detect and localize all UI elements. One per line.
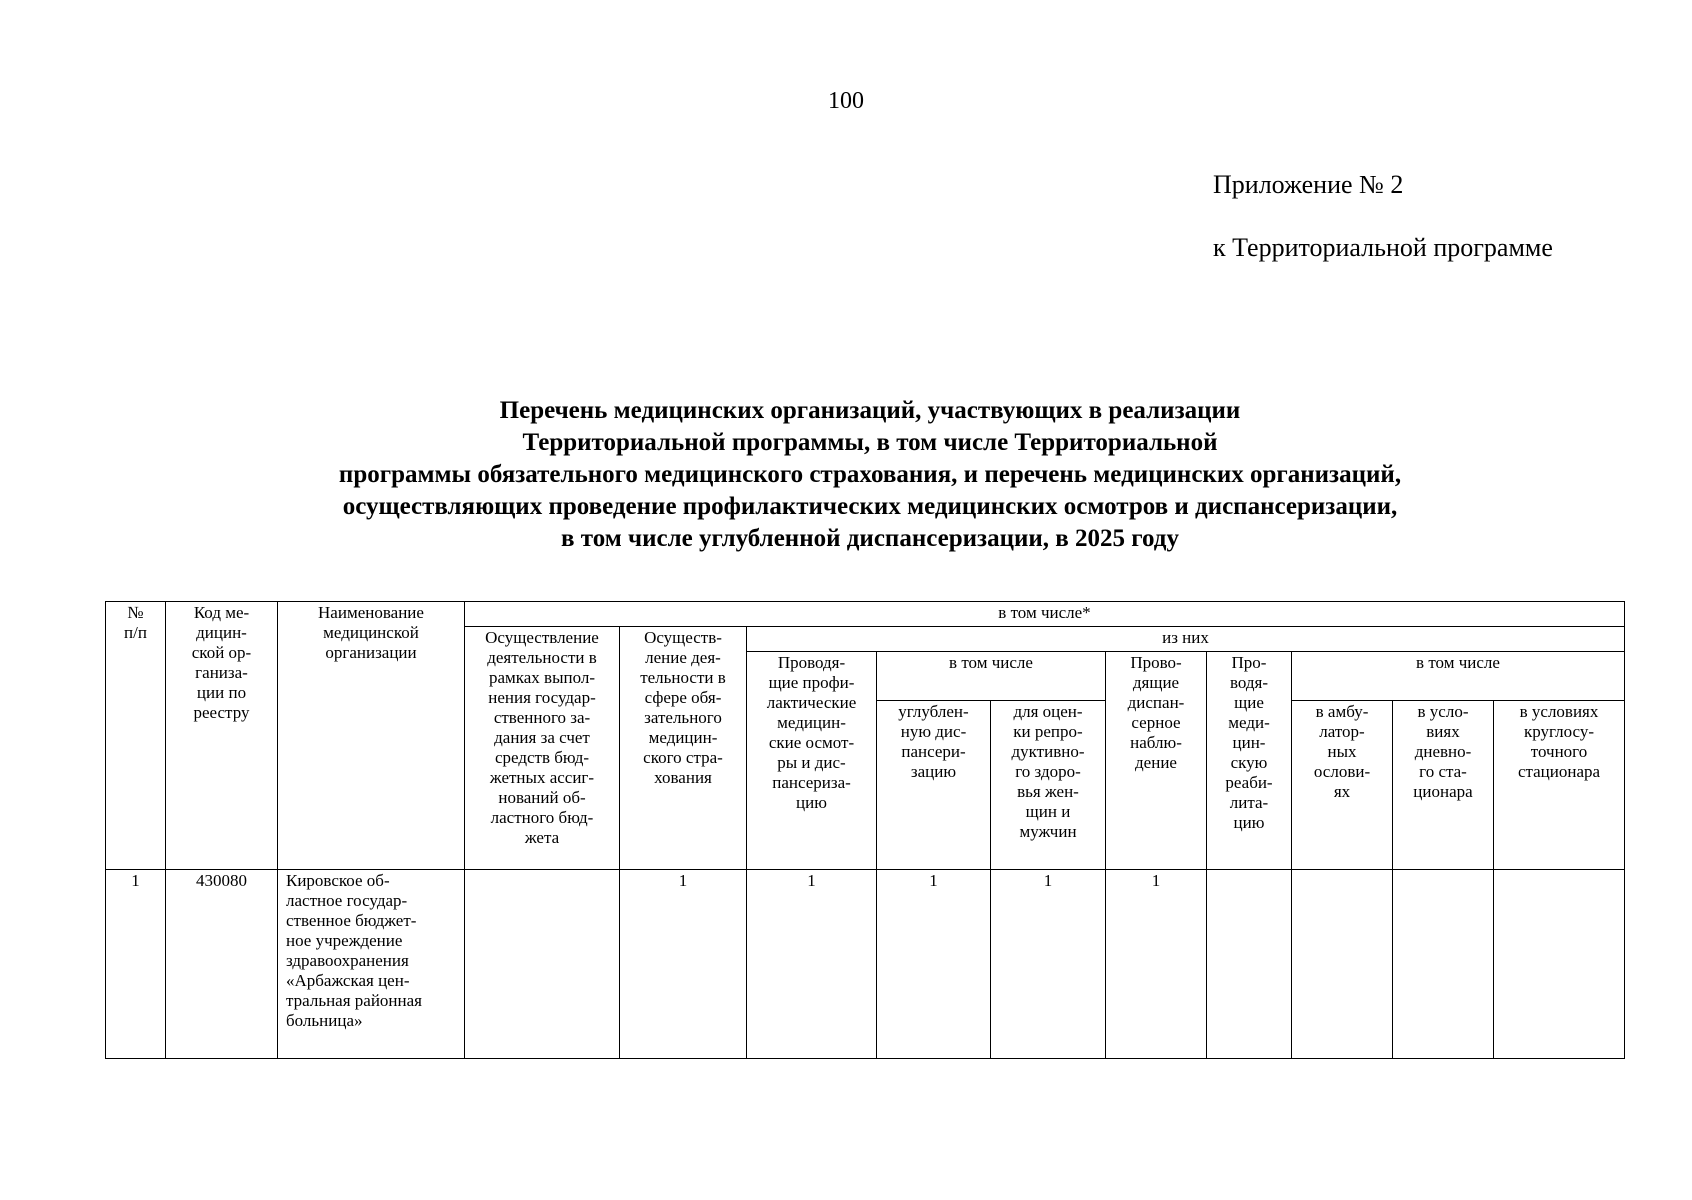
page-number: 100 — [828, 88, 864, 114]
header-including-star: в том числе* — [465, 602, 1625, 627]
table-row — [106, 870, 1625, 1059]
header-round-hospital: в условиях круглосу- точного стационара — [1494, 701, 1625, 870]
appendix-line-1: Приложение № 2 — [1213, 170, 1404, 199]
title-line-1: Перечень медицинских организаций, участвующих в реализации — [499, 397, 1241, 424]
header-repro: для оцен- ки репро- дуктивно- го здоро- вья жен- щин и мужчин — [991, 701, 1106, 870]
title-line-4: осуществляющих проведение профилактических медицинских осмотров и диспансеризации, — [342, 493, 1398, 520]
header-outpatient: в амбу- латор- ных ослови- ях — [1292, 701, 1393, 870]
header-day-hospital: в усло- виях дневно- го ста- ционара — [1393, 701, 1494, 870]
header-row-1 — [106, 602, 1625, 627]
header-of-them: из них — [747, 627, 1625, 652]
cell-org-name: Кировское об- ластное государ- ственное бюджет- ное учреждение здравоохранения «Арбажская цен- тральная районная больница» — [278, 870, 465, 1059]
cell-oms: 1 — [620, 870, 747, 1059]
title-line-5: в том числе углубленной диспансеризации, в 2025 году — [561, 525, 1179, 552]
organizations-table — [105, 601, 1625, 1059]
cell-code: 430080 — [166, 870, 278, 1059]
appendix-note — [1213, 170, 1553, 263]
appendix-line-2: к Территориальной программе — [1213, 233, 1553, 262]
cell-day-hospital — [1393, 870, 1494, 1059]
header-including-b: в том числе — [1292, 652, 1625, 701]
cell-prof-exams: 1 — [747, 870, 877, 1059]
title-line-3: программы обязательного медицинского страхования, и перечень медицинских организаций, — [338, 461, 1402, 488]
title-line-2: Территориальной программы, в том числе Территориальной — [522, 429, 1218, 456]
cell-deep: 1 — [877, 870, 991, 1059]
header-including-a: в том числе — [877, 652, 1106, 701]
cell-outpatient — [1292, 870, 1393, 1059]
cell-round-hospital — [1494, 870, 1625, 1059]
document-title — [100, 395, 1640, 555]
cell-dispensary: 1 — [1106, 870, 1207, 1059]
header-num: № п/п — [106, 602, 166, 870]
cell-repro: 1 — [991, 870, 1106, 1059]
cell-num: 1 — [106, 870, 166, 1059]
header-prof-exams: Проводя- щие профи- лактические медицин- ские осмот- ры и дис- пансериза- цию — [747, 652, 877, 870]
cell-budget — [465, 870, 620, 1059]
header-org-name: Наименование медицинской организации — [278, 602, 465, 870]
header-deep: углублен- ную дис- пансери- зацию — [877, 701, 991, 870]
cell-rehab — [1207, 870, 1292, 1059]
header-budget: Осуществление деятельности в рамках выпол- нения государ- ственного за- дания за счет средств бюд- жетных ассиг- нований об- ластного бюд- жета — [465, 627, 620, 870]
header-rehab: Про- водя- щие меди- цин- скую реаби- лита- цию — [1207, 652, 1292, 870]
header-code: Код ме- дицин- ской ор- ганиза- ции по реестру — [166, 602, 278, 870]
header-dispensary: Прово- дящие диспан- серное наблю- дение — [1106, 652, 1207, 870]
header-oms: Осуществ- ление дея- тельности в сфере обя- зательного медицин- ского стра- хования — [620, 627, 747, 870]
